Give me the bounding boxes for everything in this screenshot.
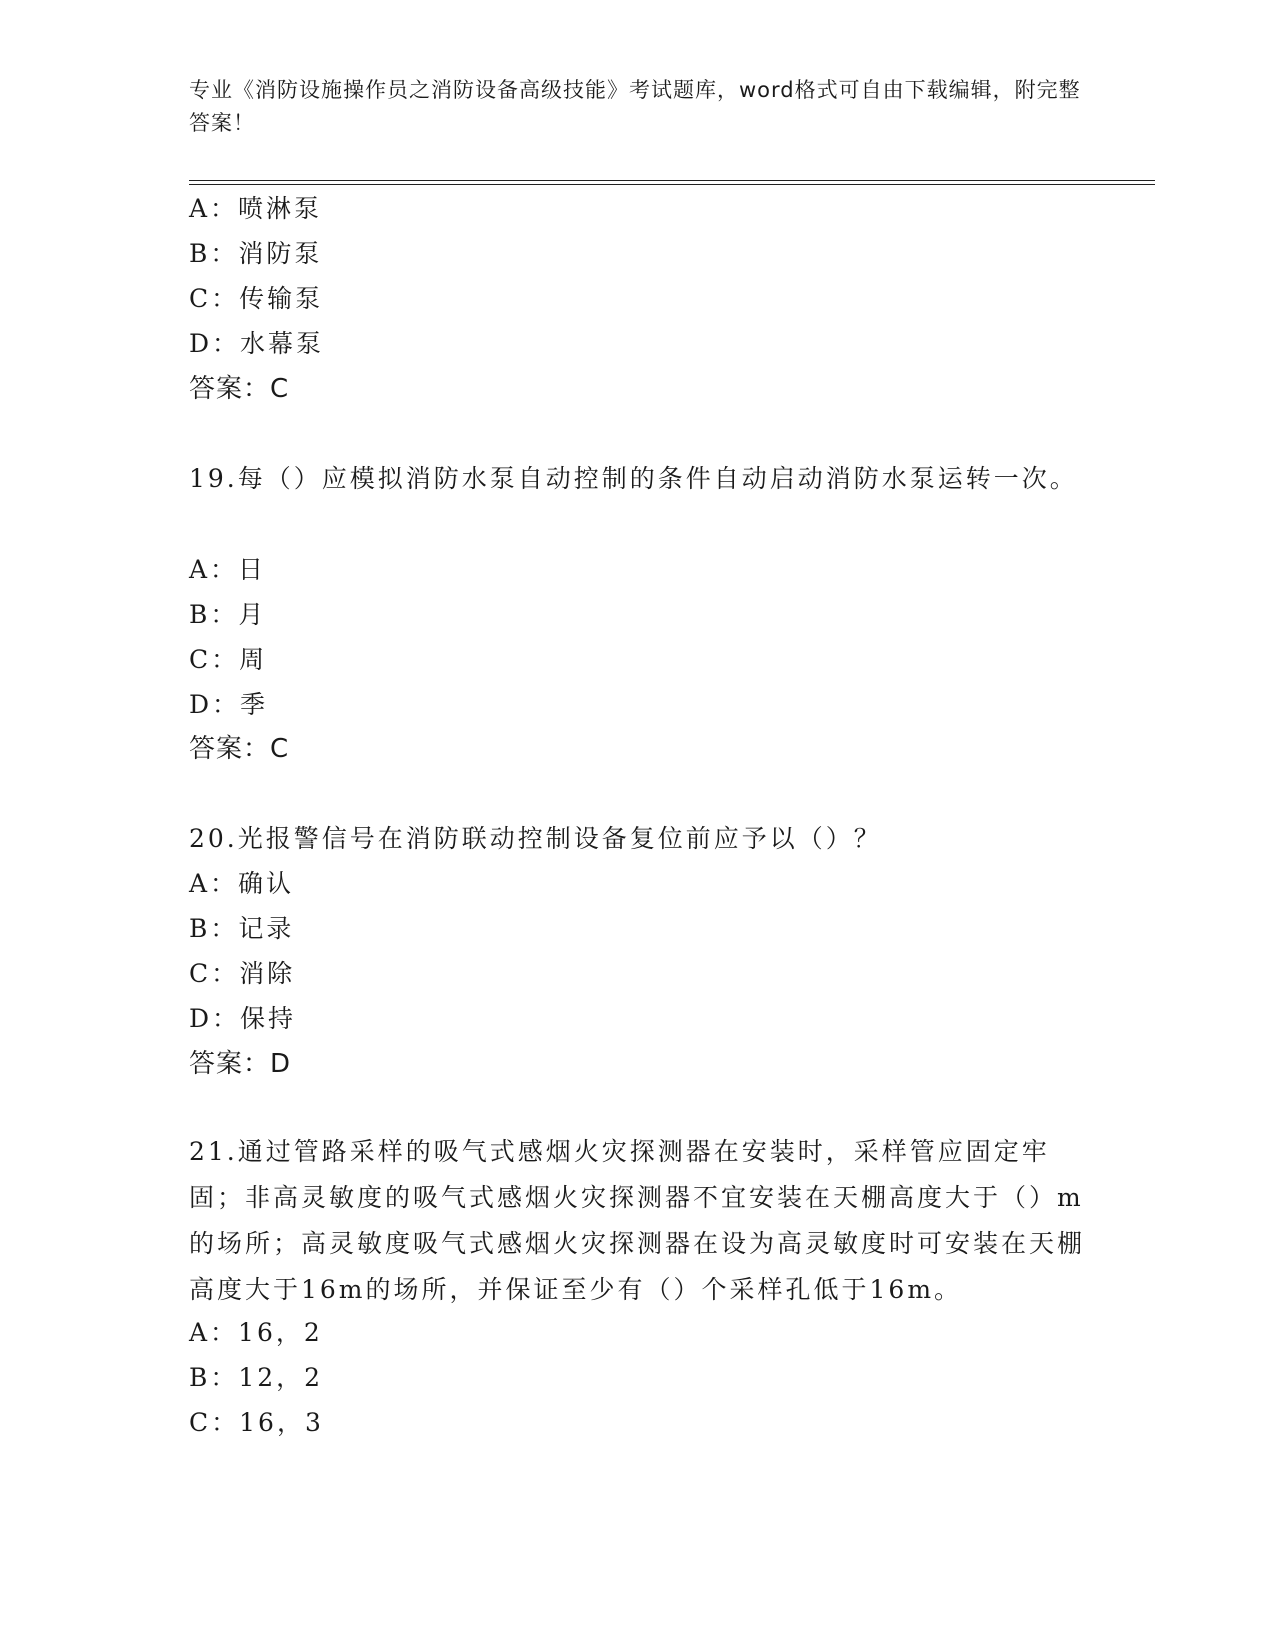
q20-option-d: D：保持 xyxy=(189,1004,297,1033)
q20-question: 20.光报警信号在消防联动控制设备复位前应予以（）？ xyxy=(189,824,882,853)
header-divider-bottom xyxy=(189,184,1155,185)
q21-question: 21.通过管路采样的吸气式感烟火灾探测器在安装时，采样管应固定牢固；非高灵敏度的吸气式感烟火灾探测器不宜安装在天棚高度大于（）m的场所；高灵敏度吸气式感烟火灾探测器在设为高灵敏度时可安装在天棚高度大于16m的场所，并保证至少有（）个采样孔低于16m。 xyxy=(189,1137,1086,1304)
document-header: 专业《消防设施操作员之消防设备高级技能》考试题库，word格式可自由下载编辑，附完整答案！ xyxy=(189,78,1081,135)
q18-answer: 答案：C xyxy=(189,374,290,404)
q21-option-c: C：16，3 xyxy=(189,1408,324,1437)
q21-option-b: B：12，2 xyxy=(189,1363,324,1392)
q19-option-c: C：周 xyxy=(189,645,268,674)
q20-answer: 答案：D xyxy=(189,1049,292,1079)
q20-option-c: C：消除 xyxy=(189,959,296,988)
q19-option-a: A：日 xyxy=(189,555,267,584)
q18-option-a: A：喷淋泵 xyxy=(189,194,323,223)
q20-option-a: A：确认 xyxy=(189,869,295,898)
q18-option-d: D：水幕泵 xyxy=(189,329,325,358)
q21-option-a: A：16，2 xyxy=(189,1318,323,1347)
q20-option-b: B：记录 xyxy=(189,914,295,943)
q19-answer: 答案：C xyxy=(189,734,290,764)
q19-question: 19.每（）应模拟消防水泵自动控制的条件自动启动消防水泵运转一次。 xyxy=(189,464,1078,493)
q19-option-d: D：季 xyxy=(189,690,269,719)
q18-option-b: B：消防泵 xyxy=(189,239,323,268)
q19-option-b: B：月 xyxy=(189,600,267,629)
q18-option-c: C：传输泵 xyxy=(189,284,324,313)
header-divider-top xyxy=(189,180,1155,181)
